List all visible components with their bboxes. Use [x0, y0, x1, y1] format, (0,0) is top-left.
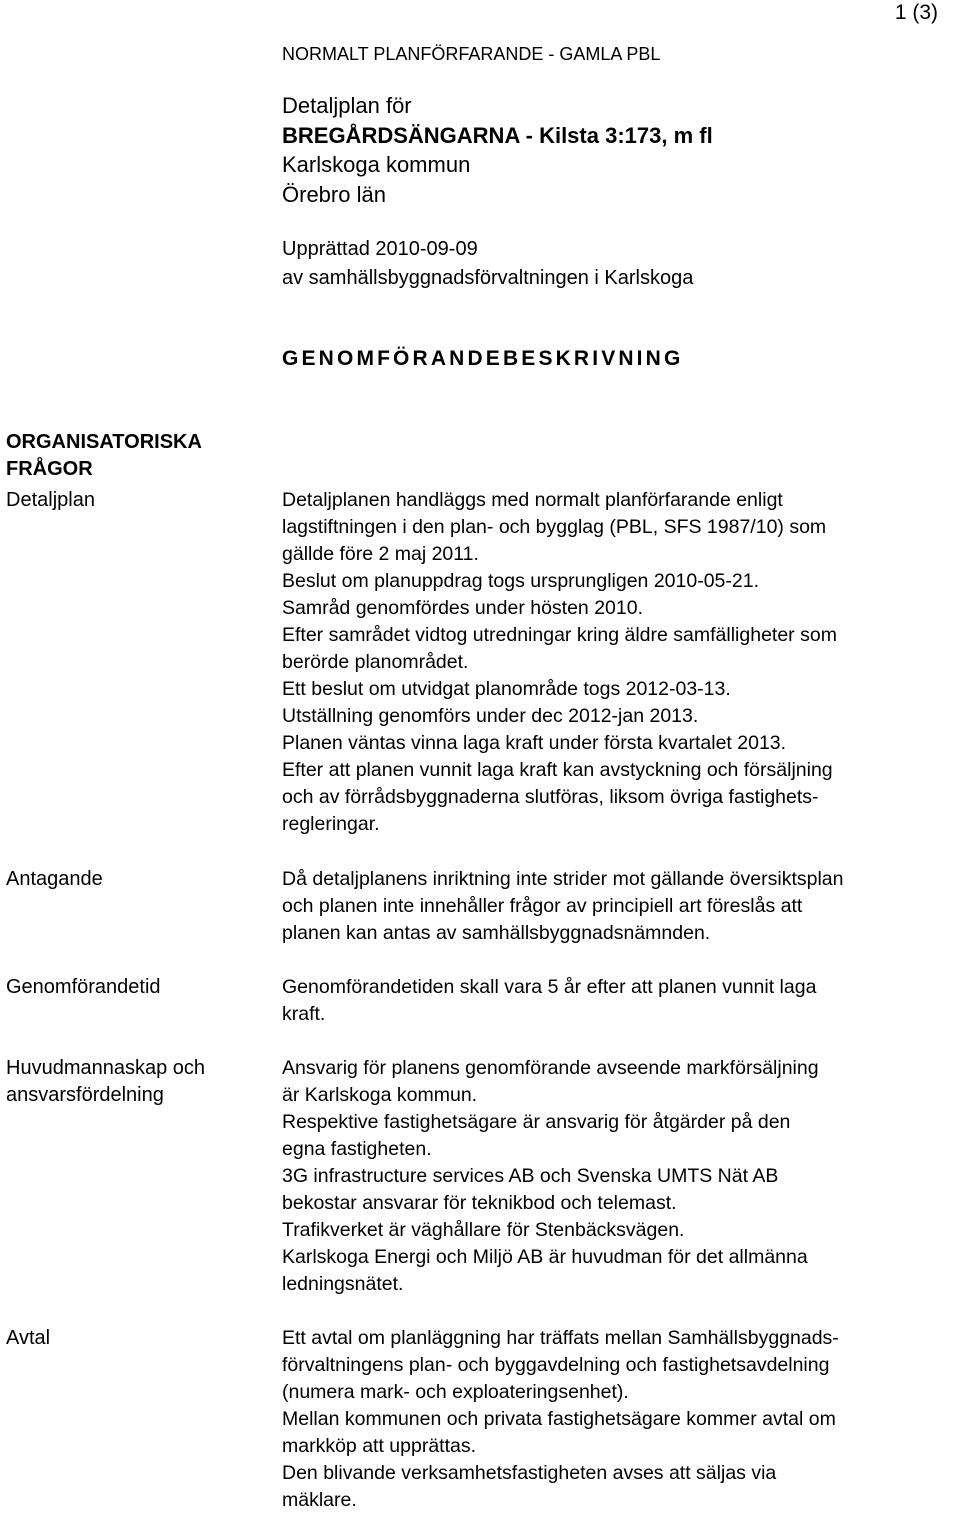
text-line: mäklare. [282, 1489, 357, 1511]
prepared-by: av samhällsbyggnadsförvaltningen i Karlskoga [282, 267, 694, 289]
label-detaljplan: Detaljplan [6, 489, 95, 511]
text-line: planen kan antas av samhällsbyggnadsnämnden. [282, 922, 711, 944]
municipality: Karlskoga kommun [282, 152, 471, 177]
label-huvudmannaskap [6, 1055, 205, 1109]
text-line: Den blivande verksamhetsfastigheten avses att säljas via [282, 1462, 777, 1484]
label-genomforandetid: Genomförandetid [6, 976, 161, 998]
text-line: (numera mark- och exploateringsenhet). [282, 1381, 629, 1403]
text-line: förvaltningens plan- och byggavdelning och fastighetsavdelning [282, 1354, 830, 1376]
prepared-block [282, 235, 693, 293]
text-line: Genomförandetiden skall vara 5 år efter att planen vunnit laga [282, 976, 817, 998]
text-line: lagstiftningen i den plan- och bygglag (PBL, SFS 1987/10) som [282, 516, 827, 538]
text-line: Ansvarig för planens genomförande avseende markförsäljning [282, 1057, 819, 1079]
label-antagande: Antagande [6, 868, 103, 890]
text-antagande [282, 866, 843, 947]
section-heading-line-1: ORGANISATORISKA [6, 431, 202, 453]
text-line: Då detaljplanens inriktning inte strider mot gällande översiktsplan [282, 868, 844, 890]
text-line: Ett avtal om planläggning har träffats mellan Samhällsbyggnads- [282, 1327, 839, 1349]
text-line: Efter samrådet vidtog utredningar kring äldre samfälligheter som [282, 624, 837, 646]
text-line: berörde planområdet. [282, 651, 469, 673]
text-line: regleringar. [282, 813, 380, 835]
document-heading: GENOMFÖRANDEBESKRIVNING [282, 347, 684, 370]
county: Örebro län [282, 181, 386, 207]
text-line: och av förrådsbyggnaderna slutföras, liksom övriga fastighets- [282, 786, 819, 808]
text-line: Samråd genomfördes under hösten 2010. [282, 597, 643, 619]
text-line: ledningsnätet. [282, 1273, 404, 1295]
text-line: Mellan kommunen och privata fastighetsägare kommer avtal om [282, 1408, 836, 1430]
text-line: Planen väntas vinna laga kraft under första kvartalet 2013. [282, 732, 787, 754]
text-line: och planen inte innehåller frågor av principiell art föreslås att [282, 895, 803, 917]
text-line: Trafikverket är väghållare för Stenbäcksvägen. [282, 1219, 685, 1241]
prepared-date: Upprättad 2010-09-09 [282, 238, 478, 260]
text-line: Efter att planen vunnit laga kraft kan avstyckning och försäljning [282, 759, 833, 781]
text-huvudmannaskap [282, 1055, 819, 1298]
section-heading-line-2: FRÅGOR [6, 458, 93, 480]
plan-name: BREGÅRDSÄNGARNA - Kilsta 3:173, m fl [282, 122, 713, 148]
text-line: Respektive fastighetsägare är ansvarig för åtgärder på den [282, 1111, 791, 1133]
text-line: Ett beslut om utvidgat planområde togs 2012-03-13. [282, 678, 731, 700]
title-block [282, 91, 713, 209]
label-line-1: Huvudmannaskap och [6, 1057, 206, 1079]
title-line-1: Detaljplan för [282, 93, 412, 118]
text-line: Utställning genomförs under dec 2012-jan 2013. [282, 705, 699, 727]
text-line: markköp att upprättas. [282, 1435, 477, 1457]
text-line: bekostar ansvarar för teknikbod och telemast. [282, 1192, 677, 1214]
text-avtal [282, 1325, 839, 1514]
text-line: gällde före 2 maj 2011. [282, 543, 479, 565]
text-line: Detaljplanen handläggs med normalt planförfarande enligt [282, 489, 783, 511]
section-heading-organisatoriska [6, 429, 202, 483]
text-detaljplan [282, 487, 837, 838]
text-line: är Karlskoga kommun. [282, 1084, 478, 1106]
label-avtal: Avtal [6, 1327, 51, 1349]
text-line: kraft. [282, 1003, 326, 1025]
text-line: Karlskoga Energi och Miljö AB är huvudman för det allmänna [282, 1246, 808, 1268]
text-line: egna fastigheten. [282, 1138, 432, 1160]
text-line: Beslut om planuppdrag togs ursprungligen 2010-05-21. [282, 570, 759, 592]
text-line: 3G infrastructure services AB och Svenska UMTS Nät AB [282, 1165, 779, 1187]
page-number: 1 (3) [894, 1, 938, 24]
procedure-label: NORMALT PLANFÖRFARANDE - GAMLA PBL [282, 44, 661, 64]
label-line-2: ansvarsfördelning [6, 1084, 164, 1106]
text-genomforandetid [282, 974, 816, 1028]
